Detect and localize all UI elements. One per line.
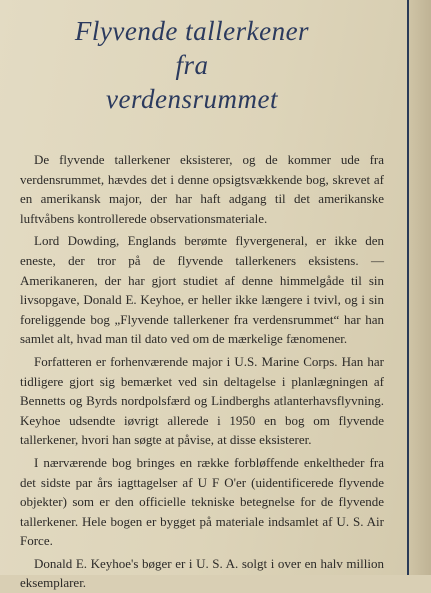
- paragraph-5: Donald E. Keyhoe's bøger er i U. S. A. solgt i over en halv million eksemplarer.: [20, 555, 384, 591]
- paragraph-2: Lord Dowding, Englands berømte flyvergeneral, er ikke den eneste, der tror på de flyvende tallerkeners eksistens. — Amerikaneren, der har gjort studiet af denne himmelgåde til sin livsopgave, Donald E. Keyhoe, er heller ikke længere i tvivl, og i sin foreliggende bog „Flyvende tallerkener fra verdensrummet“ har han samlet alt, hvad man til dato ved om de mærkelige fænomener.: [20, 233, 384, 347]
- paragraph-1: De flyvende tallerkener eksisterer, og de kommer ude fra verdensrummet, hævdes det i denne opsigtsvækkende bog, skrevet af en amerikansk major, der har haft adgang til det amerikanske luftvåbens kontrollerede observationsmateriale.: [20, 152, 384, 226]
- title-line-1: Flyvende tallerkener: [74, 16, 310, 46]
- book-title: [0, 14, 384, 116]
- page-edge-border: [407, 0, 431, 575]
- title-line-3: verdensrummet: [106, 84, 278, 114]
- blurb-text: [20, 150, 384, 593]
- title-line-2: fra: [175, 50, 209, 80]
- paragraph-4: I nærværende bog bringes en række forbløffende enkeltheder fra det sidste par års iagttagelser af U F O'er (uidentificerede flyvende objekter) som er den officielle tekniske betegnelse for de flyvende tallerkener. Hele bogen er bygget på materiale indsamlet af U. S. Air Force.: [20, 454, 384, 549]
- paragraph-3: Forfatteren er forhenværende major i U.S. Marine Corps. Han har tidligere gjort sig bemærket ved sin deltagelse i planlægningen af Bennetts og Byrds nordpolsfærd og Lindberghs atlanterhavsflyvning. Keyhoe udsendte iøvrigt allerede i 1950 en bog om flyvende tallerkener, hvori han søgte at påvise, at disse eksisterer.: [20, 353, 384, 448]
